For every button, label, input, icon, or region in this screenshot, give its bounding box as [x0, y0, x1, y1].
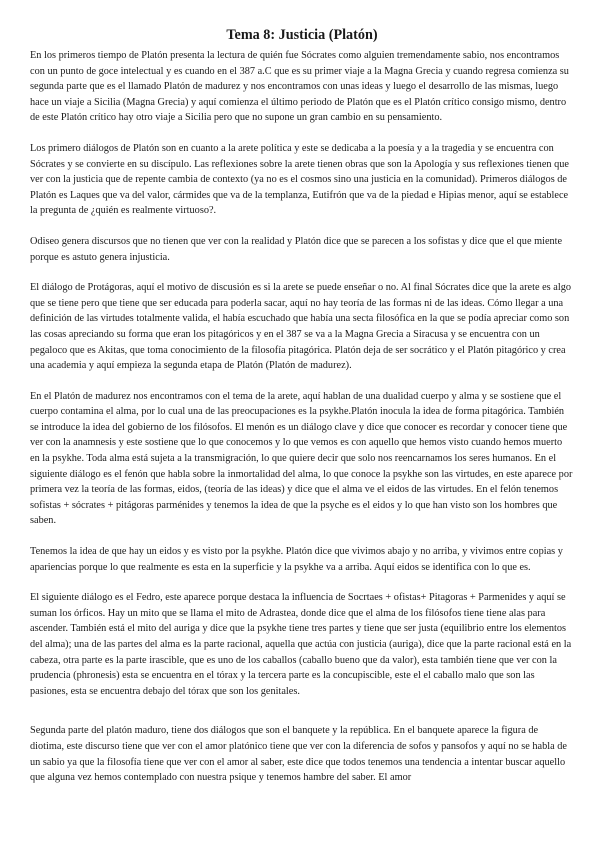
paragraph-odiseo: Odiseo genera discursos que no tienen que ver con la realidad y Platón dice que se parecen a los sofistas y dice que el que miente porque es astuto genera injusticia. [30, 235, 563, 263]
paragraph-platon-madurez: En el Platón de madurez nos encontramos con el tema de la arete, aquí hablan de una dualidad cuerpo y alma y se sostiene que el cuerpo contamina el alma, por lo cual una de las preocupaciones es la psykhe.Platón inocula la idea de forma pitagórica. También se introduce la idea del gobierno de los filósofos. El menón es un diálogo clave y dice que conocer es recordar y conocer tiene que ver con la anamnesis y este sostiene que lo que conocemos y lo que vemos es con aquello que hemos visto cuando hemos muerto en la psykhe. Toda alma está sujeta a la transmigración, lo que quiere decir que solo nos reencarnamos los seres humanos. En el siguiente diálogo es el fenón que habla sobre la inmortalidad del alma, lo que conoce la psykhe son las virtudes, en este aparece por primera vez la teoría de las formas, eidos, (teoría de las ideas) y dice que el alma ve el eidos de las virtudes. En el felón tenemos sofistas + sócrates + pitágoras parménides y tenemos la idea de que la psyche es el eidos y lo que han visto son los hombres que saben. [30, 390, 573, 527]
paragraph-spacer [30, 219, 574, 234]
paragraph-primeros-dialogos: Los primero diálogos de Platón son en cuanto a la arete política y este se dedicaba a la poesía y a la tragedia y se encuentra con Sócrates y se convierte en su discípulo. Las reflexiones sobre la arete tienen obras que son la Apología y sus reflexiones tienen que ver con la justicia que de repente cambia de contexto (ya no es el cosmos sino una justicia en la comunidad). Primeros diálogos de Platón es Laques que va del valor, cármides que va de la templanza, Eutifrón que va de la piedad e Hipias menor, aquí se establece la pregunta de ¿quién es realmente virtuoso?. [30, 142, 569, 217]
paragraph-spacer [30, 126, 574, 141]
paragraph-spacer [30, 265, 574, 280]
paragraph-protagoras: El diálogo de Protágoras, aquí el motivo de discusión es si la arete se puede enseñar o no. Al final Sócrates dice que la arete es algo que se tiene pero que tiene que ser educada para poderla sacar, aquí no hay teoría de las formas ni de las ideas. Cómo llegar a una definición de las virtudes totalmente valida, el había escuchado que había una secta filosófica en la que se podía apreciar como son las cosas apreciando su forma que eran los pitagóricos y en el 387 se va a la Magna Grecia a Siracusa y se encuentra con un pegaloco que es Akitas, que toma conocimiento de la filosofía pitagórica. Platón deja de ser socrático y el Platón pitagórico y crea una academia y aquí empieza la segunda etapa de Platón (Platón de madurez). [30, 282, 571, 372]
paragraph-banquete: Segunda parte del platón maduro, tiene dos diálogos que son el banquete y la república. En el banquete aparece la figura de diotima, este discurso tiene que ver con el amor platónico tiene que ver con la diferencia de sofos y pansofos y aquí no se habla de un sabio ya que la filosofía tiene que ver con el amor al saber, este dice que todos tenemos una tendencia a intentar buscar aquello que alguna vez hemos contemplado con nuestra psique y tenemos hambre del saber. El amor [30, 725, 567, 784]
paragraph-spacer [30, 529, 574, 544]
paragraph-eidos: Tenemos la idea de que hay un eidos y es visto por la psykhe. Platón dice que vivimos abajo y no arriba, y vivimos entre copias y apariencias porque lo que realmente es esta en la superficie y la psykhe va a arriba. Aquí eidos se identifica con lo que es. [30, 546, 563, 573]
paragraph-spacer [30, 699, 574, 723]
paragraph-spacer [30, 575, 574, 590]
paragraph-spacer [30, 374, 574, 389]
paragraph-fedro: El siguiente diálogo es el Fedro, este aparece porque destaca la influencia de Socrtaes + ofistas+ Pitagoras + Parmenides y aquí se suman los órficos. Hay un mito que se llama el mito de Adrastea, donde dice que el alma de los filósofos tiene tiene alas para ascender. También está el mito del auriga y dice que la psykhe tiene tres partes y tiene que ser justa (equilibrio entre los elementos del alma); una de las partes del alma es la parte racional, aquella que actúa con justicia (auriga), dice que la parte racional está en la cabeza, otra parte es la parte irascible, que es uno de los caballos (caballo bueno que da valor), esta también tiene que ver con la prudencia (phronesis) esta se encuentra en el tórax y la tercera parte es la concupiscible, este el el caballo malo que son las pasiones, esta se encuentra debajo del tórax que son los genitales. [30, 592, 572, 697]
paragraph-intro: En los primeros tiempo de Platón presenta la lectura de quién fue Sócrates como alguien tremendamente sabio, nos encontramos con un punto de goce intelectual y es cuando en el 387 a.C que es su primer viaje a la Magna Grecia y cuando regresa comienza su segunda parte que es el llamado Platón de madurez y nos encontramos con unas ideas y luego el desarrollo de las mismas, luego hace un viaje a Sicilia (Magna Grecia) y aquí comienza el último periodo de Platón que es el Platón crítico consigo mismo, dentro de este Platón crítico hay otro viaje a Sicilia pero que no supone un gran cambio en su pensamiento. [30, 50, 569, 124]
page-title: Tema 8: Justicia (Platón) [226, 27, 378, 43]
